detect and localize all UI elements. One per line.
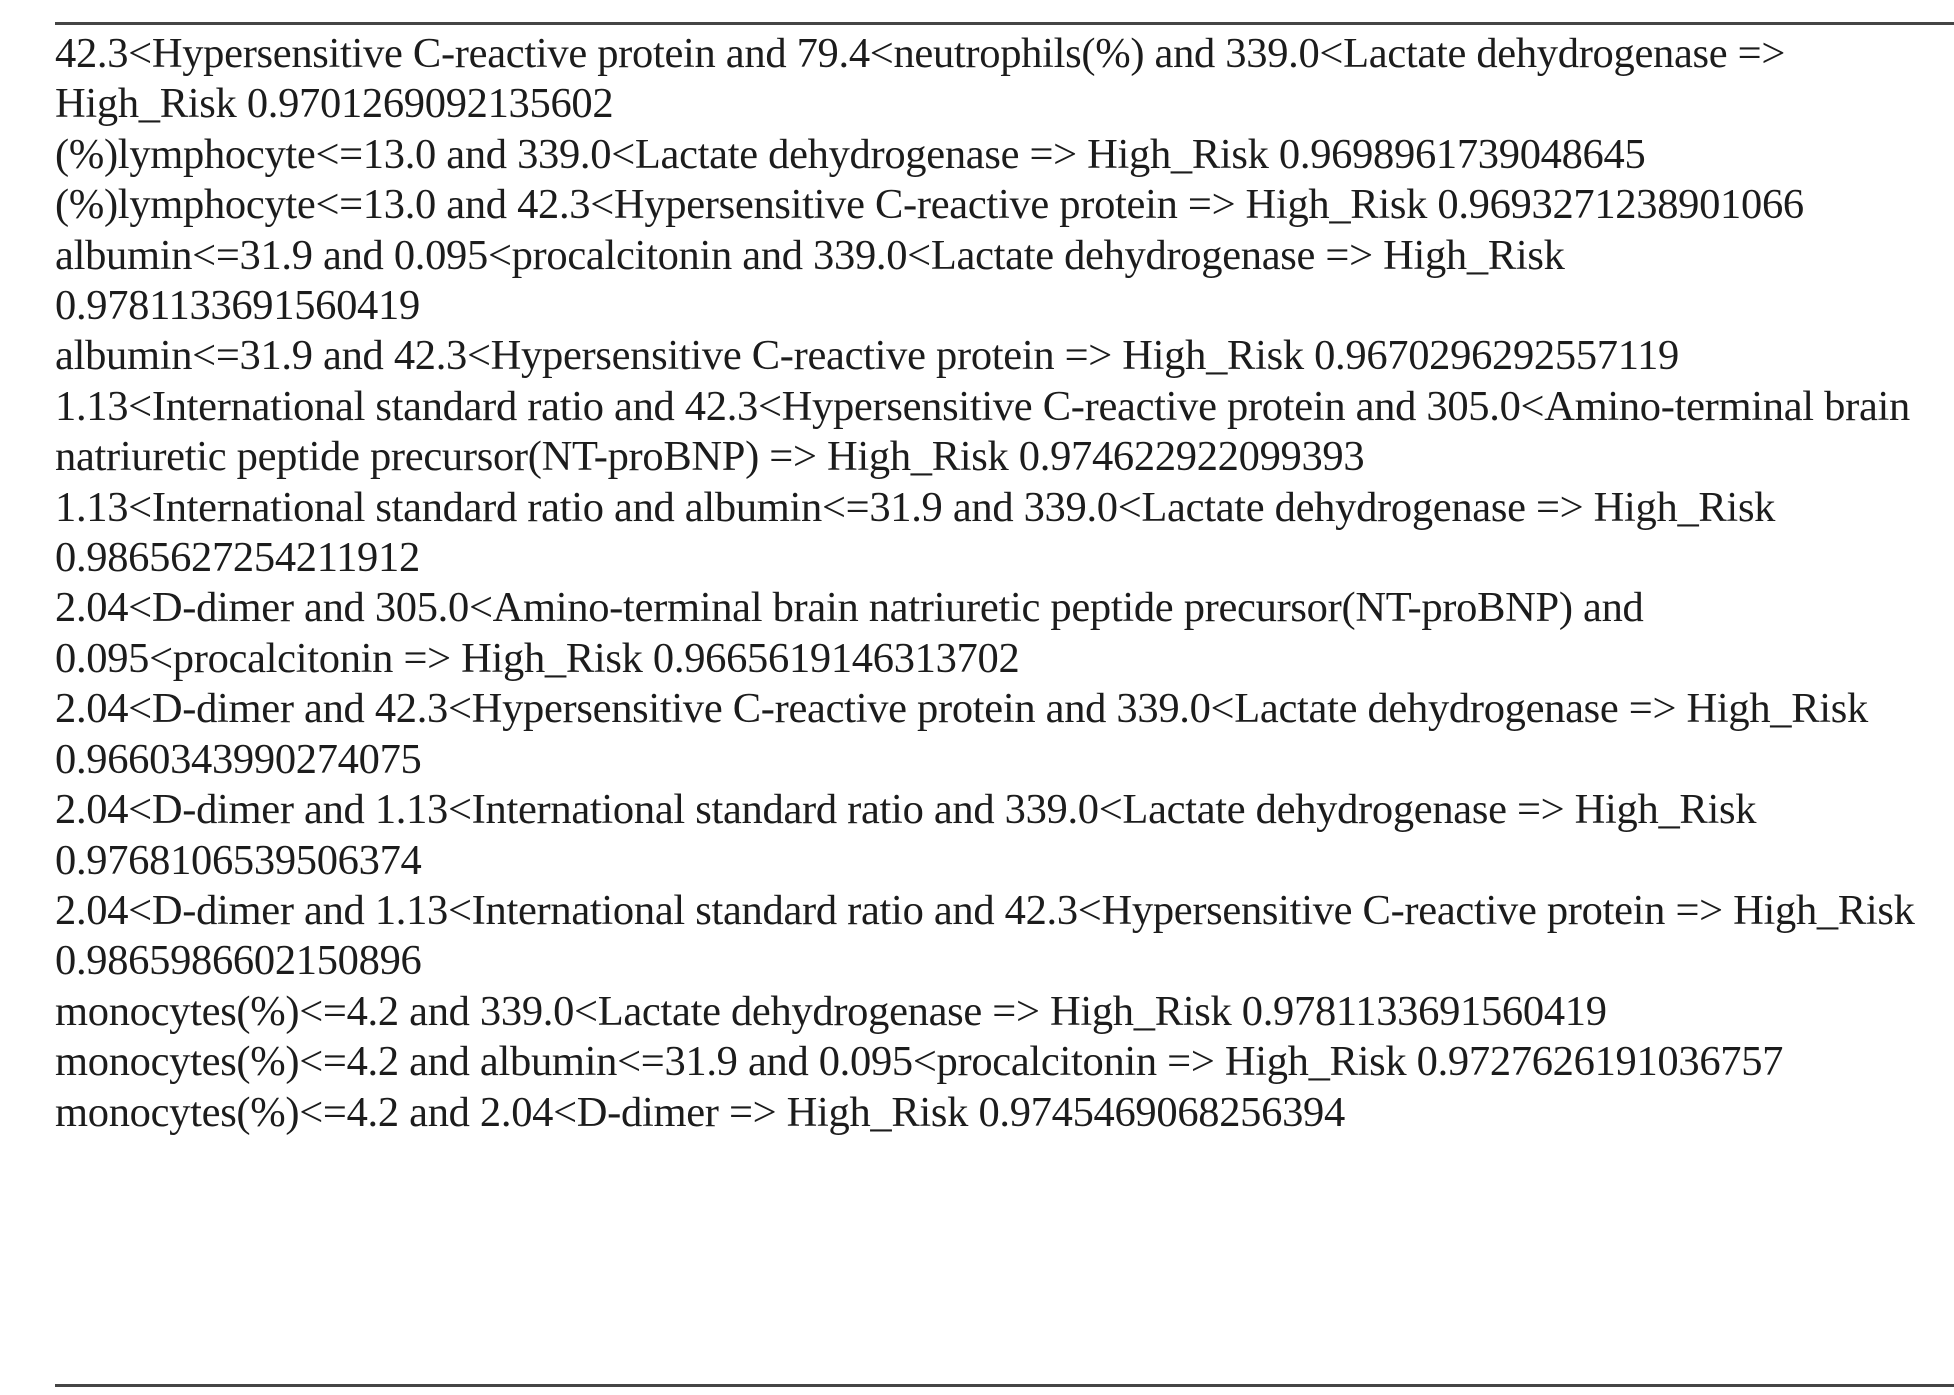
rule-text: monocytes(%)<=4.2 and 2.04<D-dimer => High_Risk 0.9745469068256394 bbox=[55, 1088, 1345, 1136]
table-top-border bbox=[55, 22, 1954, 25]
rule-text: monocytes(%)<=4.2 and albumin<=31.9 and 0.095<procalcitonin => High_Risk 0.9727626191036757 bbox=[55, 1038, 1784, 1086]
rule-text: albumin<=31.9 and 42.3<Hypersensitive C-reactive protein => High_Risk 0.9670296292557119 bbox=[55, 332, 1680, 380]
rule-text: (%)lymphocyte<=13.0 and 42.3<Hypersensitive C-reactive protein => High_Risk 0.9693271238901066 bbox=[55, 181, 1804, 229]
rule-text: (%)lymphocyte<=13.0 and 339.0<Lactate dehydrogenase => High_Risk 0.9698961739048645 bbox=[55, 130, 1646, 178]
rule-text: albumin<=31.9 and 0.095<procalcitonin and 339.0<Lactate dehydrogenase => High_Risk 0.9781133691560419 bbox=[55, 231, 1565, 330]
rule-text: 1.13<International standard ratio and albumin<=31.9 and 339.0<Lactate dehydrogenase => High_Risk 0.9865627254211912 bbox=[55, 483, 1776, 582]
risk-rules-list bbox=[55, 29, 1921, 1138]
rule-text: 1.13<International standard ratio and 42.3<Hypersensitive C-reactive protein and 305.0<Amino-terminal brain natriuretic peptide precursor(NT-proBNP) => High_Risk 0.974622922099393 bbox=[55, 382, 1910, 481]
rule-text: 2.04<D-dimer and 305.0<Amino-terminal brain natriuretic peptide precursor(NT-proBNP) and 0.095<procalcitonin => High_Risk 0.9665619146313702 bbox=[55, 584, 1644, 682]
rule-text: 2.04<D-dimer and 1.13<International standard ratio and 42.3<Hypersensitive C-reactive protein => High_Risk 0.9865986602150896 bbox=[55, 886, 1915, 985]
rule-text: 2.04<D-dimer and 1.13<International standard ratio and 339.0<Lactate dehydrogenase => High_Risk 0.9768106539506374 bbox=[55, 786, 1757, 884]
table-bottom-border bbox=[55, 1384, 1954, 1387]
rule-text: monocytes(%)<=4.2 and 339.0<Lactate dehydrogenase => High_Risk 0.9781133691560419 bbox=[55, 987, 1607, 1035]
rule-text: 42.3<Hypersensitive C-reactive protein and 79.4<neutrophils(%) and 339.0<Lactate dehydrogenase => High_Risk 0.9701269092135602 bbox=[55, 30, 1786, 128]
rule-text: 2.04<D-dimer and 42.3<Hypersensitive C-reactive protein and 339.0<Lactate dehydrogenase => High_Risk 0.9660343990274075 bbox=[55, 685, 1868, 783]
